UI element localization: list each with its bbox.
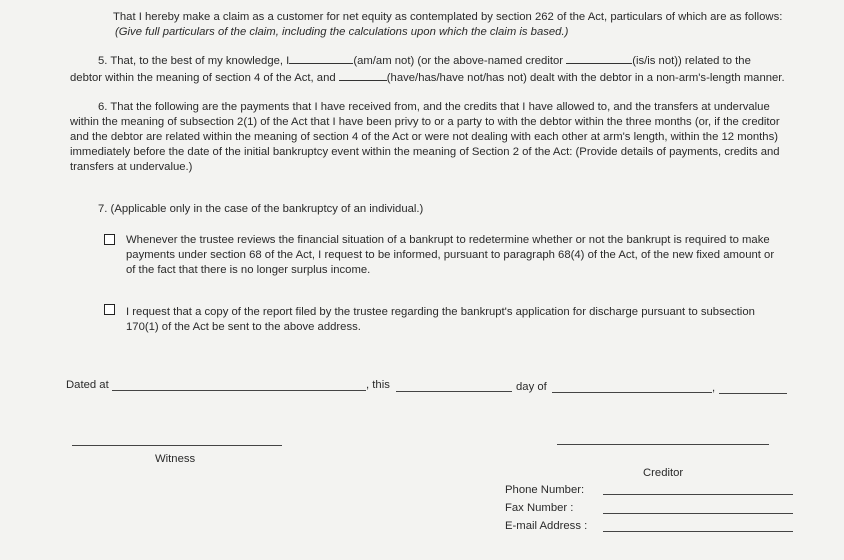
day-of-label: day of: [516, 381, 547, 393]
intro-line-2-instructions: (Give full particulars of the claim, including the calculations upon which the claim is based.): [115, 26, 569, 38]
day-number-field[interactable]: [396, 391, 512, 392]
option-2-line-2: 170(1) of the Act be sent to the above address.: [126, 321, 361, 333]
option-1-text: [126, 233, 806, 278]
dealing-blank[interactable]: [339, 69, 387, 81]
option-2-text: [126, 305, 806, 335]
para6-line-1: 6. That the following are the payments that I have received from, and the credits that I have allowed to, and the transfers at undervalue: [98, 101, 770, 113]
para5-text-e: (have/has/have not/has not) dealt with the debtor in a non-arm's-length manner.: [386, 72, 785, 84]
option-1-checkbox[interactable]: [104, 234, 115, 245]
para6-line-3: and the debtor are related within the meaning of section 4 of the Act or were not dealing with each other at arm's length, within the 12 months): [70, 131, 779, 143]
para6-line-4: immediately before the date of the initial bankruptcy event within the meaning of Section 2 of the Act: (Provide details of payments, credits and: [70, 146, 780, 158]
witness-signature-line[interactable]: [72, 445, 282, 446]
intro-paragraph: [113, 10, 813, 40]
email-address-field[interactable]: [603, 531, 793, 532]
paragraph-7-heading: 7. (Applicable only in the case of the bankruptcy of an individual.): [98, 203, 424, 215]
relation-blank-1[interactable]: [289, 52, 353, 64]
fax-number-label: Fax Number :: [505, 502, 574, 514]
option-1-line-1: Whenever the trustee reviews the financial situation of a bankrupt to redetermine whether or not the bankrupt is required to make: [126, 234, 770, 246]
fax-number-field[interactable]: [603, 513, 793, 514]
intro-line-1: That I hereby make a claim as a customer for net equity as contemplated by section 262 of the Act, particulars of which are as follows:: [113, 11, 783, 23]
para6-line-5: transfers at undervalue.): [70, 161, 193, 173]
phone-number-field[interactable]: [603, 494, 793, 495]
creditor-signature-line[interactable]: [557, 444, 769, 445]
phone-number-label: Phone Number:: [505, 484, 585, 496]
dated-at-label: Dated at: [66, 379, 109, 391]
para5-text-d: debtor within the meaning of section 4 of the Act, and: [70, 72, 336, 84]
option-1-line-2: payments under section 68 of the Act, I request to be informed, pursuant to paragraph 68(4) of the Act, of the new fixed amount or: [126, 249, 775, 261]
month-field[interactable]: [552, 392, 712, 393]
option-1-line-3: of the fact that there is no longer surplus income.: [126, 264, 371, 276]
para5-text-c: (is/is not)) related to the: [632, 55, 751, 67]
paragraph-6: [70, 100, 810, 175]
witness-label: Witness: [155, 453, 196, 465]
paragraph-5: [70, 52, 810, 86]
para5-text-b: (am/am not) (or the above-named creditor: [353, 55, 564, 67]
option-2-checkbox[interactable]: [104, 304, 115, 315]
creditor-label: Creditor: [643, 467, 684, 479]
dated-at-place-field[interactable]: [112, 390, 366, 391]
email-address-label: E-mail Address :: [505, 520, 588, 532]
relation-blank-2[interactable]: [566, 52, 632, 64]
this-label: , this: [366, 379, 390, 391]
option-2-line-1: I request that a copy of the report filed by the trustee regarding the bankrupt's application for discharge pursuant to subsection: [126, 306, 755, 318]
para6-line-2: within the meaning of subsection 2(1) of the Act that I have been privy to or a party to with the debtor within the three months (or, if the creditor: [70, 116, 780, 128]
date-comma: ,: [712, 382, 716, 394]
year-field[interactable]: [719, 393, 787, 394]
para5-text-a: 5. That, to the best of my knowledge, I: [98, 55, 290, 67]
